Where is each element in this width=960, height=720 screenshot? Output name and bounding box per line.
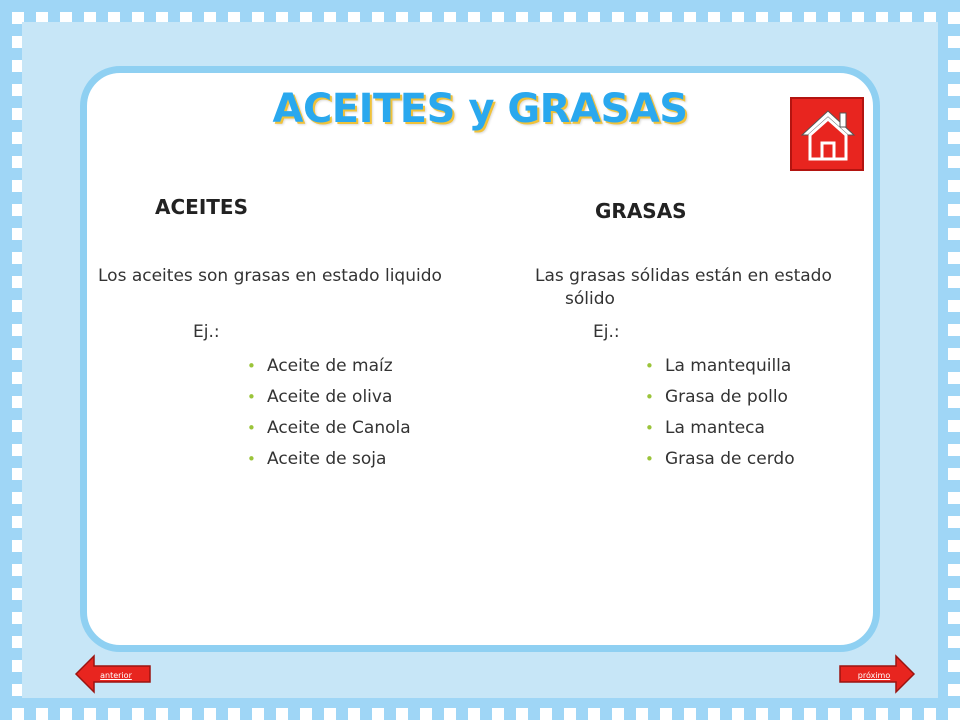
list-item [645,386,795,417]
list-item [247,448,411,479]
aceites-heading: ACEITES [155,195,248,219]
house-icon [798,105,858,165]
list-item-label: Aceite de Canola [267,418,411,438]
aceites-list [247,355,411,479]
next-label[interactable]: próximo [857,671,891,680]
previous-label[interactable]: anterior [100,671,132,680]
list-item [645,417,795,448]
list-item-label: Aceite de soja [267,449,387,469]
home-button[interactable] [790,97,864,171]
list-item-label: La manteca [665,418,765,438]
grasas-ej-label: Ej.: [593,322,620,342]
list-item [247,417,411,448]
list-item-label: Aceite de oliva [267,387,393,407]
bullet-icon: • [645,388,654,406]
list-item [247,386,411,417]
aceites-ej-label: Ej.: [193,322,220,342]
list-item [645,448,795,479]
bullet-icon: • [247,388,256,406]
grasas-heading: GRASAS [595,199,687,223]
list-item-label: Grasa de cerdo [665,449,795,469]
bullet-icon: • [247,450,256,468]
bullet-icon: • [645,357,654,375]
bullet-icon: • [247,419,256,437]
list-item [247,355,411,386]
list-item-label: Aceite de maíz [267,356,393,376]
next-button[interactable] [838,652,918,696]
grasas-description: Las grasas sólidas están en estado sólido [535,266,832,309]
slide-title: ACEITES y GRASAS [272,86,688,132]
bullet-icon: • [645,450,654,468]
list-item-label: Grasa de pollo [665,387,788,407]
grasas-list [645,355,795,479]
bullet-icon: • [645,419,654,437]
aceites-description: Los aceites son grasas en estado liquido [98,266,442,286]
bullet-icon: • [247,357,256,375]
list-item-label: La mantequilla [665,356,792,376]
list-item [645,355,795,386]
previous-button[interactable] [72,652,152,696]
